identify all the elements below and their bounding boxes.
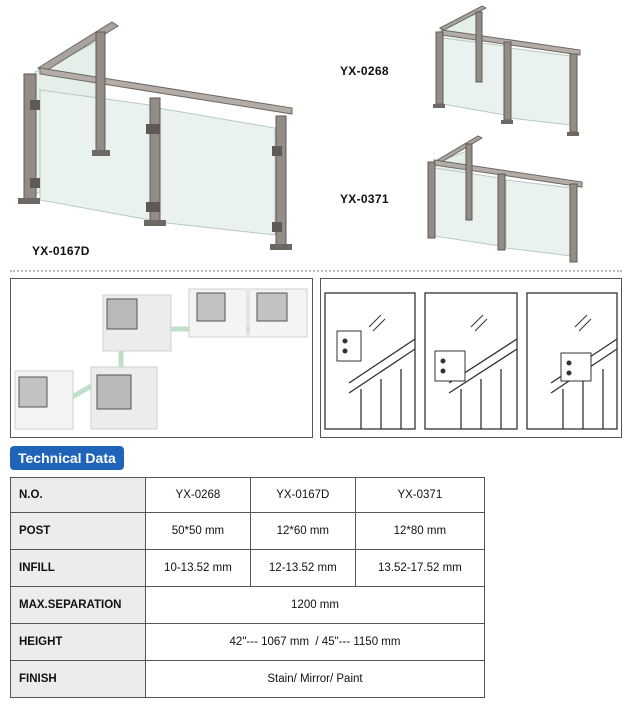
table-cell-span: 42"--- 1067 mm / 45"--- 1150 mm: [146, 624, 485, 661]
table-row-label: INFILL: [11, 550, 146, 587]
railing-illustration-yx0167d: [0, 0, 310, 265]
table-cell: 12*60 mm: [250, 513, 355, 550]
product-label-mid-right: YX-0371: [340, 192, 389, 206]
table-model-cell: YX-0371: [355, 478, 484, 513]
top-view-diagram: [11, 279, 311, 436]
clamp-detail-panel: [320, 278, 622, 438]
table-row: [11, 550, 485, 587]
product-label-large: YX-0167D: [32, 244, 90, 258]
top-view-diagram-panel: [10, 278, 313, 438]
table-row-label: HEIGHT: [11, 624, 146, 661]
railing-illustration-yx0371: [420, 128, 590, 268]
table-cell-span: 1200 mm: [146, 587, 485, 624]
technical-data-table: [10, 477, 485, 698]
table-header-label: N.O.: [11, 478, 146, 513]
table-cell: 12-13.52 mm: [250, 550, 355, 587]
table-row-label: POST: [11, 513, 146, 550]
table-header-row: [11, 478, 485, 513]
table-row: [11, 624, 485, 661]
table-row: [11, 587, 485, 624]
table-row-label: MAX.SEPARATION: [11, 587, 146, 624]
table-cell-span: Stain/ Mirror/ Paint: [146, 661, 485, 698]
table-row: [11, 513, 485, 550]
table-cell: 10-13.52 mm: [146, 550, 251, 587]
table-row: [11, 661, 485, 698]
table-row-label: FINISH: [11, 661, 146, 698]
table-model-cell: YX-0167D: [250, 478, 355, 513]
clamp-detail-diagram: [321, 279, 620, 436]
table-cell: 13.52-17.52 mm: [355, 550, 484, 587]
table-model-cell: YX-0268: [146, 478, 251, 513]
dotted-divider: [10, 270, 622, 272]
section-title-badge: Technical Data: [10, 446, 124, 470]
table-cell: 50*50 mm: [146, 513, 251, 550]
railing-illustration-yx0268: [430, 0, 590, 140]
table-cell: 12*80 mm: [355, 513, 484, 550]
product-label-top-right: YX-0268: [340, 64, 389, 78]
